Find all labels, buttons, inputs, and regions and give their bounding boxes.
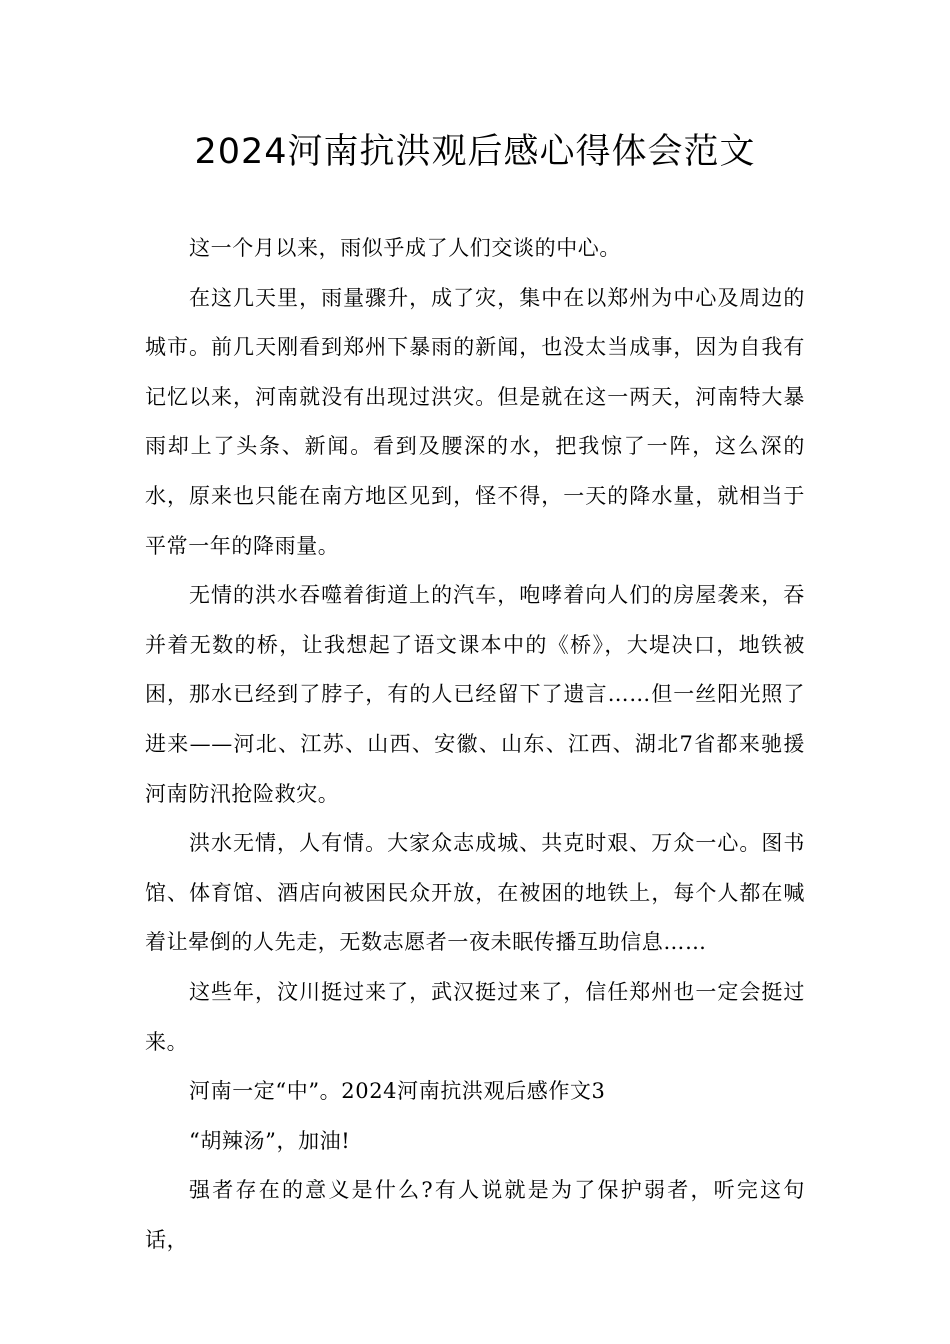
paragraph-5: 这些年，汶川挺过来了，武汉挺过来了，信任郑州也一定会挺过来。 xyxy=(145,979,805,1054)
paragraph-1: 这一个月以来，雨似乎成了人们交谈的中心。 xyxy=(189,236,621,260)
document-body xyxy=(145,224,805,1265)
paragraph-8: 强者存在的意义是什么?有人说就是为了保护弱者，听完这句话， xyxy=(145,1178,805,1252)
paragraph-2: 在这几天里，雨量骤升，成了灾，集中在以郑州为中心及周边的城市。前几天刚看到郑州下暴雨的新闻，也没太当成事，因为自我有记忆以来，河南就没有出现过洪灾。但是就在这一两天，河南特大暴雨却上了头条、新闻。看到及腰深的水，把我惊了一阵，这么深的水，原来也只能在南方地区见到，怪不得，一天的降水量，就相当于平常一年的降雨量。 xyxy=(145,285,805,558)
paragraph-7: “胡辣汤”，加油! xyxy=(189,1128,351,1153)
paragraph-6: 河南一定“中”。2024河南抗洪观后感作文3 xyxy=(189,1079,606,1104)
paragraph-3: 无情的洪水吞噬着街道上的汽车，咆哮着向人们的房屋袭来，吞并着无数的桥，让我想起了语文课本中的《桥》，大堤决口，地铁被困，那水已经到了脖子，有的人已经留下了遗言……但一丝阳光照了进来——河北、江苏、山西、安徽、山东、江西、湖北7省都来驰援河南防汛抢险救灾。 xyxy=(145,583,805,806)
paragraph-4: 洪水无情，人有情。大家众志成城、共克时艰、万众一心。图书馆、体育馆、酒店向被困民众开放，在被困的地铁上，每个人都在喊着让晕倒的人先走，无数志愿者一夜未眠传播互助信息…… xyxy=(145,831,805,955)
document-title: 2024河南抗洪观后感心得体会范文 xyxy=(194,132,756,172)
